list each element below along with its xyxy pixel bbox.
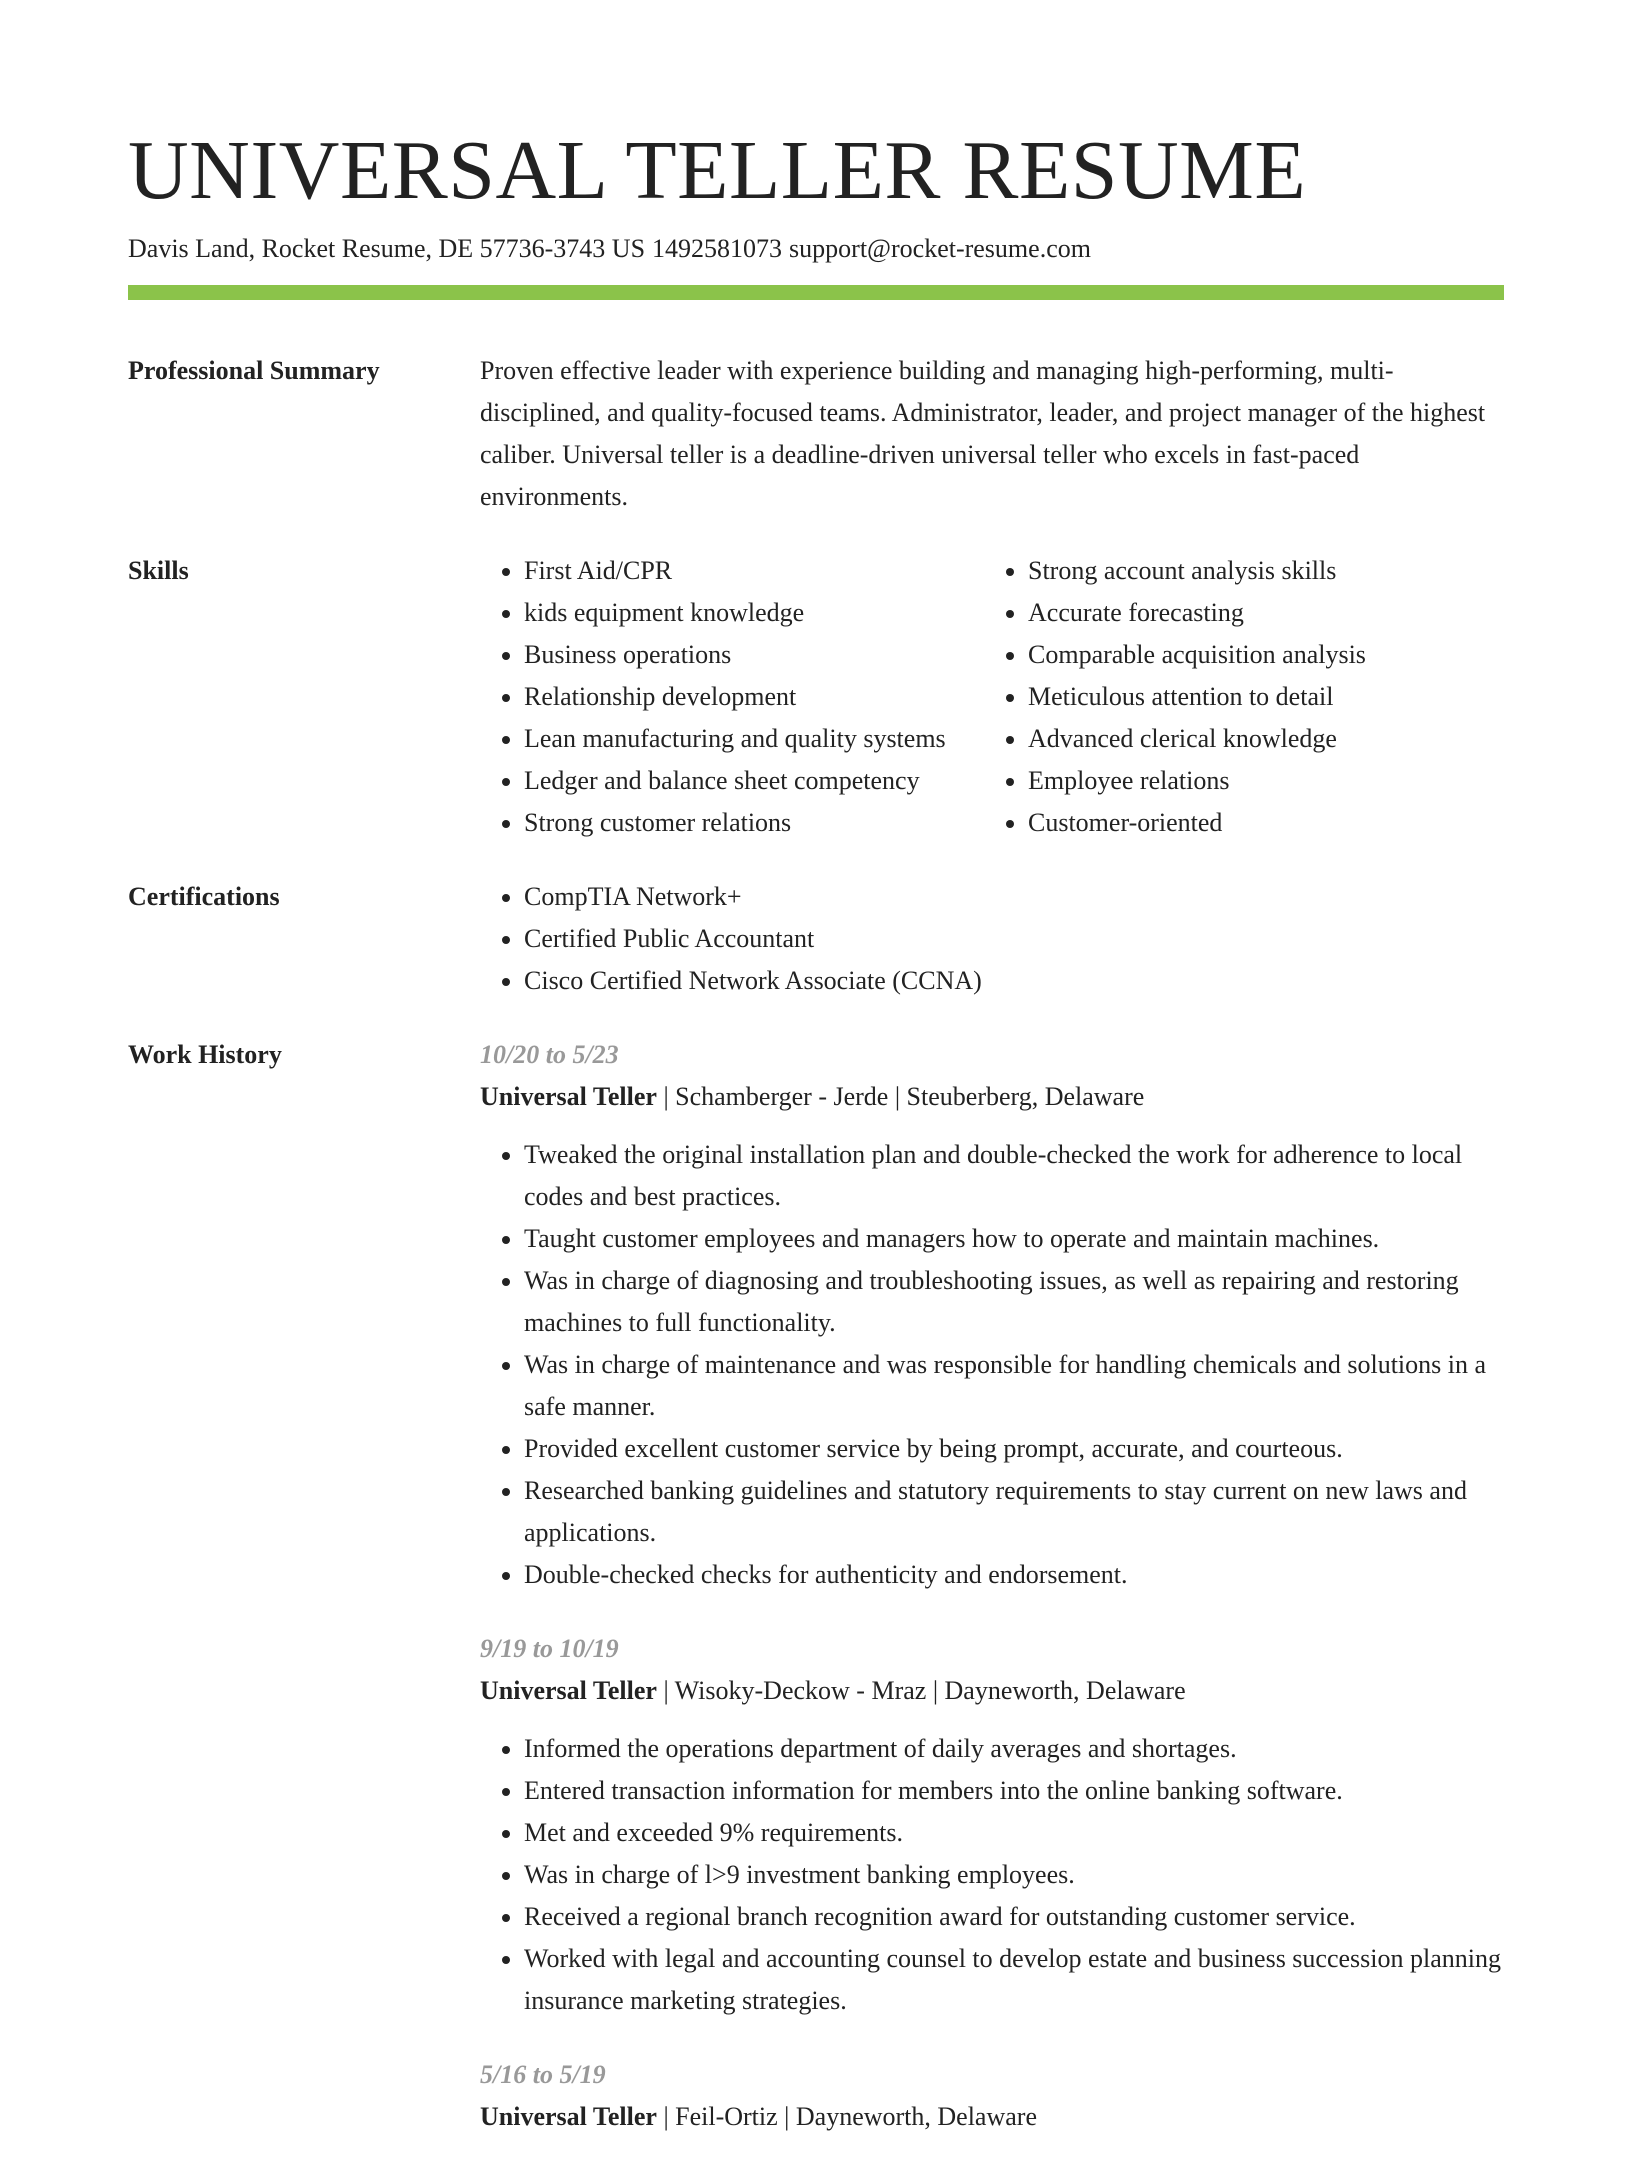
list-item: • Certified Public Accountant [524, 918, 1504, 960]
list-item: • Cisco Certified Network Associate (CCNA) [524, 960, 1504, 1002]
job-title: Universal Teller [480, 1082, 657, 1111]
work-history-section [128, 1034, 1504, 2170]
job-bullet: • Researched banking guidelines and statutory requirements to stay current on new laws and applications. [524, 1470, 1504, 1554]
job-bullet: • Met and exceeded 9% requirements. [524, 1812, 1504, 1854]
job-bullet: • Entered transaction information for members into the online banking software. [524, 1770, 1504, 1812]
job-title: Universal Teller [480, 2102, 657, 2131]
list-item: • Employee relations [1028, 760, 1488, 802]
job-heading [480, 2096, 1504, 2138]
section-label: Skills [128, 556, 189, 585]
list-item: • Strong account analysis skills [1028, 550, 1488, 592]
job-entry [480, 2054, 1504, 2138]
certifications-list [480, 876, 1504, 1002]
list-item: • Meticulous attention to detail [1028, 676, 1488, 718]
job-details: | Schamberger - Jerde | Steuberberg, Delaware [656, 1082, 1145, 1111]
job-entry [480, 1034, 1504, 1596]
job-bullets [480, 1134, 1504, 1596]
list-item: • Advanced clerical knowledge [1028, 718, 1488, 760]
job-details: | Feil-Ortiz | Dayneworth, Delaware [656, 2102, 1037, 2131]
contact-phone: 1492581073 [652, 234, 783, 263]
job-bullet: • Worked with legal and accounting counsel to develop estate and business succession planning insurance marketing strategies. [524, 1938, 1504, 2022]
section-label: Certifications [128, 882, 280, 911]
job-entry [480, 1628, 1504, 2022]
header-divider [128, 285, 1504, 300]
contact-address: Davis Land, Rocket Resume, DE 57736-3743 US [128, 234, 646, 263]
summary-text: Proven effective leader with experience building and managing high-performing, multi-disciplined, and quality-focused teams. Administrator, leader, and project manager of the highest caliber. Universal teller is a deadline-driven universal teller who excels in fast-paced environments. [480, 356, 1486, 511]
certifications-section [128, 876, 1504, 1002]
contact-email[interactable]: support@rocket-resume.com [789, 234, 1091, 263]
job-dates: 10/20 to 5/23 [480, 1040, 619, 1069]
job-heading [480, 1670, 1504, 1712]
list-item: • First Aid/CPR [524, 550, 984, 592]
list-item: • Accurate forecasting [1028, 592, 1488, 634]
professional-summary-section [128, 350, 1504, 518]
section-label: Professional Summary [128, 356, 380, 385]
job-bullet: • Was in charge of maintenance and was responsible for handling chemicals and solutions in a safe manner. [524, 1344, 1504, 1428]
list-item: • Lean manufacturing and quality systems [524, 718, 984, 760]
skills-column-2 [984, 550, 1488, 844]
skills-grid [480, 550, 1504, 844]
job-title: Universal Teller [480, 1676, 657, 1705]
list-item: • Strong customer relations [524, 802, 984, 844]
section-label: Work History [128, 1040, 282, 1069]
resume-title: UNIVERSAL TELLER RESUME [128, 124, 1307, 217]
list-item: • Customer-oriented [1028, 802, 1488, 844]
job-bullet: • Tweaked the original installation plan and double-checked the work for adherence to local codes and best practices. [524, 1134, 1504, 1218]
job-bullet: • Received a regional branch recognition award for outstanding customer service. [524, 1896, 1504, 1938]
job-details: | Wisoky-Deckow - Mraz | Dayneworth, Delaware [656, 1676, 1186, 1705]
job-bullet: • Double-checked checks for authenticity and endorsement. [524, 1554, 1504, 1596]
job-bullet: • Taught customer employees and managers how to operate and maintain machines. [524, 1218, 1504, 1260]
list-item: • Ledger and balance sheet competency [524, 760, 984, 802]
job-bullet: • Informed the operations department of daily averages and shortages. [524, 1728, 1504, 1770]
job-dates: 5/16 to 5/19 [480, 2060, 606, 2089]
job-dates: 9/19 to 10/19 [480, 1634, 619, 1663]
resume-page [128, 118, 1504, 2170]
job-bullet: • Was in charge of diagnosing and troubleshooting issues, as well as repairing and restoring machines to full functionality. [524, 1260, 1504, 1344]
job-bullet: • Provided excellent customer service by being prompt, accurate, and courteous. [524, 1428, 1504, 1470]
skills-section [128, 550, 1504, 844]
list-item: • CompTIA Network+ [524, 876, 1504, 918]
list-item: • Relationship development [524, 676, 984, 718]
list-item: • kids equipment knowledge [524, 592, 984, 634]
list-item: • Business operations [524, 634, 984, 676]
skills-column-1 [480, 550, 984, 844]
work-history-body [480, 1034, 1504, 2170]
certifications-body [480, 876, 1504, 1002]
job-heading [480, 1076, 1504, 1118]
job-bullet: • Was in charge of l>9 investment banking employees. [524, 1854, 1504, 1896]
job-bullets [480, 1728, 1504, 2022]
list-item: • Comparable acquisition analysis [1028, 634, 1488, 676]
contact-line [128, 231, 1504, 267]
